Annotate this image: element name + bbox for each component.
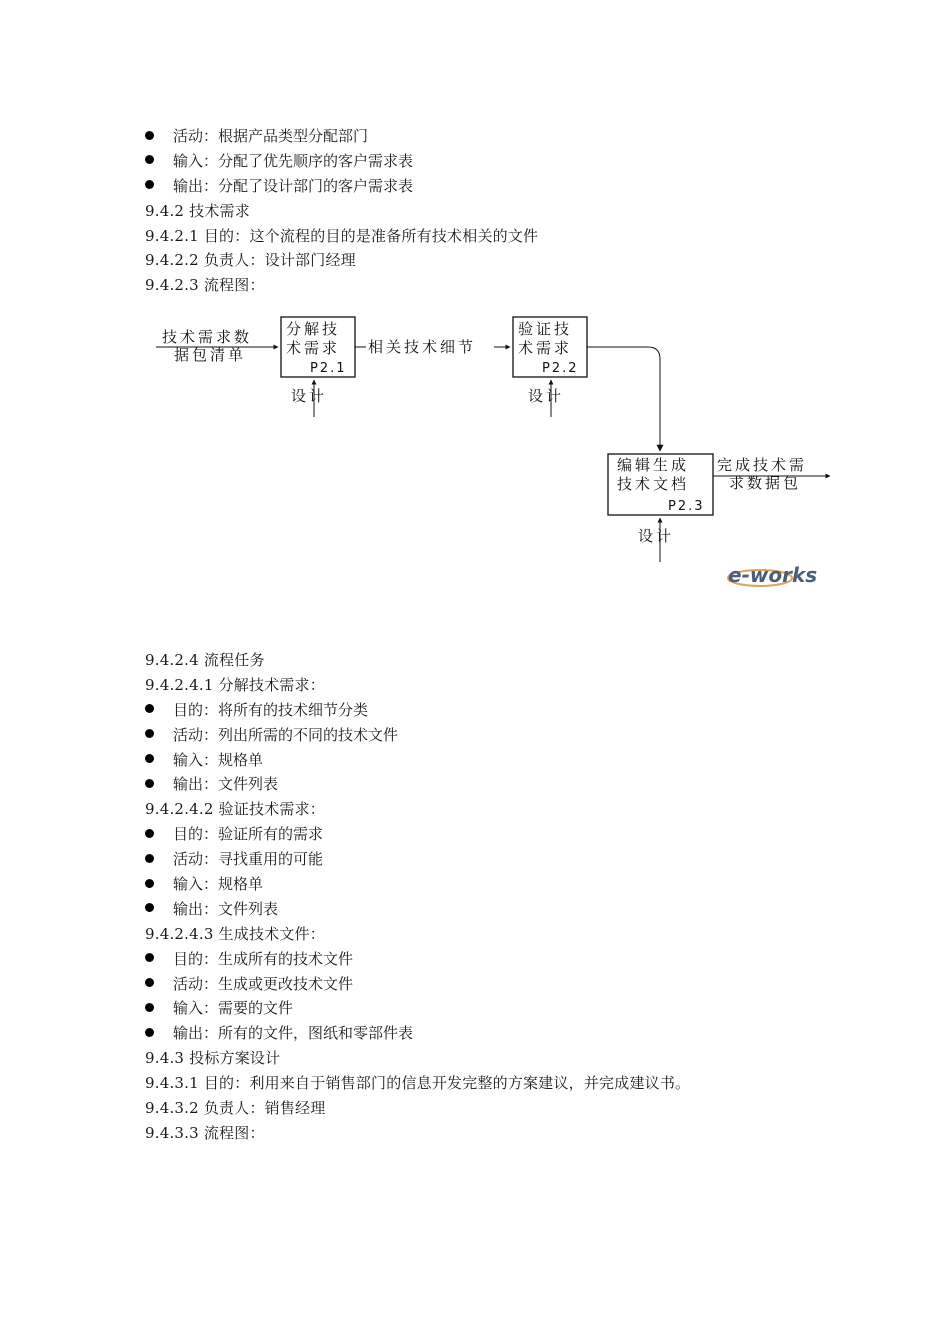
line-text: 输入：需要的文件 bbox=[173, 999, 294, 1018]
section-heading bbox=[145, 797, 845, 822]
bullet-icon bbox=[145, 1003, 154, 1012]
list-item bbox=[145, 149, 845, 174]
line-text: 9.4.3.2 负责人：销售经理 bbox=[145, 1099, 326, 1118]
list-item bbox=[145, 947, 845, 972]
text-section-bottom bbox=[145, 648, 845, 1146]
line-text: 输入：规格单 bbox=[173, 750, 264, 769]
list-item bbox=[145, 996, 845, 1021]
eworks-logo-text: e-works bbox=[728, 563, 818, 587]
flow-diagram bbox=[140, 305, 840, 595]
bullet-icon bbox=[145, 903, 154, 912]
bullet-icon bbox=[145, 953, 154, 962]
output-label-line2: 求数据包 bbox=[729, 474, 802, 492]
line-text: 9.4.2.4.2 验证技术需求： bbox=[145, 800, 325, 819]
box1-line2: 术需求 bbox=[286, 339, 341, 357]
box3-id: P2.3 bbox=[668, 499, 705, 514]
box2-line1: 验证技 bbox=[518, 320, 573, 338]
bullet-icon bbox=[145, 180, 154, 189]
box2-id: P2.2 bbox=[542, 361, 579, 376]
section-heading bbox=[145, 673, 845, 698]
box3-line2: 技术文档 bbox=[617, 475, 690, 493]
bullet-icon bbox=[145, 829, 154, 838]
bullet-icon bbox=[145, 879, 154, 888]
list-item bbox=[145, 972, 845, 997]
bullet-icon bbox=[145, 131, 154, 140]
box2-actor: 设计 bbox=[528, 387, 565, 405]
list-item bbox=[145, 822, 845, 847]
list-item bbox=[145, 174, 845, 199]
bullet-icon bbox=[145, 155, 154, 164]
line-text: 9.4.2.2 负责人：设计部门经理 bbox=[145, 251, 356, 270]
bullet-icon bbox=[145, 754, 154, 763]
box2-line2: 术需求 bbox=[518, 339, 573, 357]
line-text: 9.4.2.4.3 生成技术文件： bbox=[145, 924, 325, 943]
output-label-line1: 完成技术需 bbox=[717, 456, 808, 474]
list-item bbox=[145, 698, 845, 723]
line-text: 9.4.3.3 流程图： bbox=[145, 1123, 265, 1142]
box3-actor: 设计 bbox=[638, 527, 675, 545]
box3-line1: 编辑生成 bbox=[617, 456, 690, 474]
bullet-icon bbox=[145, 704, 154, 713]
line-text: 目的：验证所有的需求 bbox=[173, 825, 324, 844]
list-item bbox=[145, 772, 845, 797]
input-label-line2: 据包清单 bbox=[174, 346, 247, 364]
line-text: 目的：生成所有的技术文件 bbox=[173, 949, 354, 968]
section-heading bbox=[145, 648, 845, 673]
line-text: 活动：根据产品类型分配部门 bbox=[173, 127, 369, 145]
bullet-icon bbox=[145, 1028, 154, 1037]
line-text: 9.4.3 投标方案设计 bbox=[145, 1049, 281, 1068]
box1-id: P2.1 bbox=[310, 361, 347, 376]
line-text: 输出：文件列表 bbox=[173, 775, 279, 794]
line-text: 输出：文件列表 bbox=[173, 899, 279, 918]
section-heading bbox=[145, 199, 845, 224]
input-label-line1: 技术需求数 bbox=[162, 328, 253, 346]
eworks-logo bbox=[728, 563, 817, 587]
line-text: 输出：分配了设计部门的客户需求表 bbox=[173, 176, 414, 195]
elbow-arrow bbox=[587, 347, 660, 451]
list-item bbox=[145, 1021, 845, 1046]
bullet-icon bbox=[145, 854, 154, 863]
line-text: 活动：寻找重用的可能 bbox=[173, 850, 324, 869]
line-text: 输出：所有的文件，图纸和零部件表 bbox=[173, 1024, 414, 1043]
list-item bbox=[145, 872, 845, 897]
box1-actor: 设计 bbox=[291, 387, 328, 405]
section-heading bbox=[145, 273, 845, 298]
line-text: 9.4.3.1 目的：利用来自于销售部门的信息开发完整的方案建议，并完成建议书。 bbox=[145, 1074, 691, 1093]
line-text: 目的：将所有的技术细节分类 bbox=[173, 700, 369, 719]
box1-line1: 分解技 bbox=[286, 320, 341, 338]
section-heading bbox=[145, 1071, 845, 1096]
line-text: 活动：生成或更改技术文件 bbox=[173, 974, 354, 993]
section-heading bbox=[145, 224, 845, 249]
bullet-icon bbox=[145, 978, 154, 987]
line-text: 9.4.2.4 流程任务 bbox=[145, 651, 265, 669]
line-text: 活动：列出所需的不同的技术文件 bbox=[173, 725, 399, 744]
list-item bbox=[145, 748, 845, 773]
text-section-top bbox=[145, 124, 845, 298]
line-text: 输入：规格单 bbox=[173, 875, 264, 894]
connector-label: 相关技术细节 bbox=[368, 338, 477, 356]
list-item bbox=[145, 897, 845, 922]
line-text: 9.4.2.4.1 分解技术需求： bbox=[145, 675, 325, 694]
line-text: 9.4.2 技术需求 bbox=[145, 201, 250, 220]
bullet-icon bbox=[145, 779, 154, 788]
list-item bbox=[145, 124, 845, 149]
list-item bbox=[145, 847, 845, 872]
list-item bbox=[145, 723, 845, 748]
section-heading bbox=[145, 248, 845, 273]
line-text: 9.4.2.1 目的：这个流程的目的是准备所有技术相关的文件 bbox=[145, 226, 539, 245]
section-heading bbox=[145, 1121, 845, 1146]
section-heading bbox=[145, 922, 845, 947]
line-text: 9.4.2.3 流程图： bbox=[145, 276, 265, 295]
bullet-icon bbox=[145, 729, 154, 738]
section-heading bbox=[145, 1096, 845, 1121]
section-heading bbox=[145, 1046, 845, 1071]
line-text: 输入：分配了优先顺序的客户需求表 bbox=[173, 151, 414, 170]
